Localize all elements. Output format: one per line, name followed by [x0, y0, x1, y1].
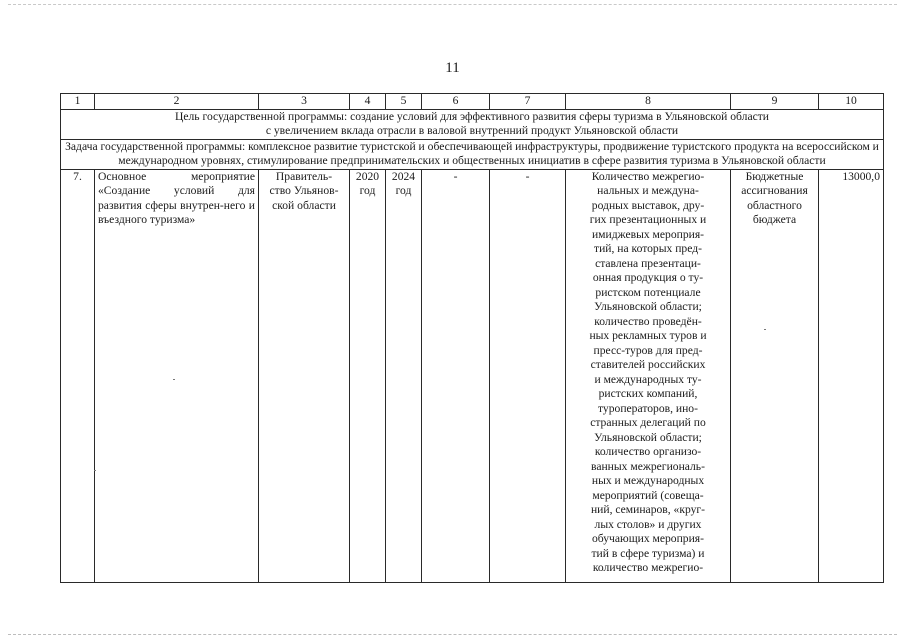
funding-source: Бюджетные ассигнования областного бюджета	[731, 169, 819, 582]
indicators-text: Количество межрегио- нальных и междуна- родных выставок, дру- гих презентационных и имиджевых мероприя- тий, на которых пред- ставлена презентаци- онная продукция о ту- ристском потенциале Ульяновской области; количество проведён- ных рекламных туров и пресс-туров для пред- ставителей российских и международных ту- ристских компаний, туроператоров, ино- странных делегаций по Ульяновской области; количество организо- ванных межрегиональ- ных и международных мероприятий (совеща- ний, семинаров, «круг- лых столов» и других обучающих мероприя- тий в сфере туризма) и количество межрегио-	[566, 169, 731, 582]
event-name: Основное мероприятие «Создание условий для развития сферы внутрен-него и въездного туризма»	[95, 169, 259, 582]
task-row	[61, 139, 884, 169]
col6-value: -	[422, 169, 490, 582]
col7-value: -	[490, 169, 566, 582]
program-goal-text: Цель государственной программы: создание условий для эффективного развития сферы туризма в Ульяновской области с увеличением вклада отрасли в валовой внутренний продукт Ульяновской области	[61, 109, 884, 139]
scan-top-edge	[8, 4, 897, 5]
program-task-text: Задача государственной программы: комплексное развитие туристской и обеспечивающей инфраструктуры, продвижение туристского продукта на всероссийском и международном уровнях, стимулирование предпринимательских и общественных инициатив в сфере развития туризма в Ульяновской области	[61, 139, 884, 169]
program-table	[60, 93, 884, 583]
col-number-1: 1	[61, 94, 95, 110]
col-number-5: 5	[386, 94, 422, 110]
funding-amount: 13000,0	[819, 169, 884, 582]
col-number-6: 6	[422, 94, 490, 110]
scan-bottom-edge	[8, 634, 897, 635]
goal-row	[61, 109, 884, 139]
year-start: 2020 год	[350, 169, 386, 582]
col-number-10: 10	[819, 94, 884, 110]
scan-speck	[94, 470, 96, 471]
table-row	[61, 169, 884, 582]
col-number-4: 4	[350, 94, 386, 110]
scan-speck	[173, 379, 175, 380]
executor: Правитель- ство Ульянов- ской области	[259, 169, 350, 582]
year-end: 2024 год	[386, 169, 422, 582]
col-number-3: 3	[259, 94, 350, 110]
row-number: 7.	[61, 169, 95, 582]
col-number-8: 8	[566, 94, 731, 110]
col-number-2: 2	[95, 94, 259, 110]
col-number-9: 9	[731, 94, 819, 110]
scan-speck	[764, 329, 766, 330]
column-number-row	[61, 94, 884, 110]
col-number-7: 7	[490, 94, 566, 110]
page-number: 11	[445, 60, 460, 76]
